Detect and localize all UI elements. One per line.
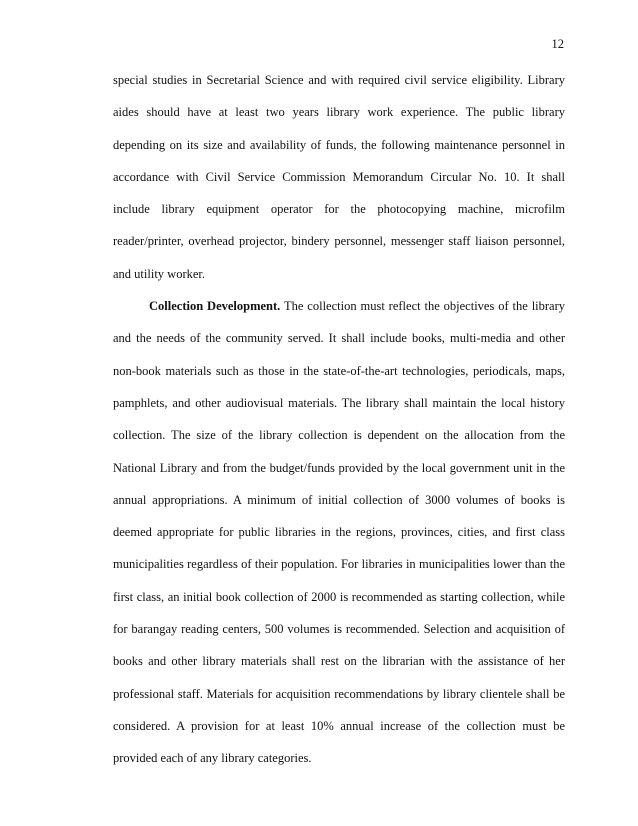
text-line: first class, an initial book collection of 2000 is recommended as starting collection, while	[113, 589, 565, 604]
text-line: professional staff. Materials for acquisition recommendations by library clientele shall be	[113, 686, 565, 701]
text-line: aides should have at least two years library work experience. The public library	[113, 105, 565, 120]
text-line: deemed appropriate for public libraries in the regions, provinces, cities, and first class	[113, 525, 565, 540]
text-line: reader/printer, overhead projector, bindery personnel, messenger staff liaison personnel,	[113, 234, 565, 249]
text-line: considered. A provision for at least 10% annual increase of the collection must be	[113, 718, 565, 733]
body-text	[113, 72, 565, 783]
text-line: for barangay reading centers, 500 volumes is recommended. Selection and acquisition of	[113, 622, 565, 637]
text-line: collection. The size of the library collection is dependent on the allocation from the	[113, 428, 565, 443]
text-line: and utility worker.	[113, 266, 205, 281]
text-line: include library equipment operator for the photocopying machine, microfilm	[113, 202, 565, 217]
text-line: annual appropriations. A minimum of initial collection of 3000 volumes of books is	[113, 492, 565, 507]
text-line: non-book materials such as those in the state-of-the-art technologies, periodicals, maps,	[113, 363, 565, 378]
text-line: municipalities regardless of their population. For libraries in municipalities lower than the	[113, 557, 565, 572]
text-line: special studies in Secretarial Science and with required civil service eligibility. Library	[113, 73, 565, 87]
page-number: 12	[551, 37, 564, 51]
text-line: accordance with Civil Service Commission Memorandum Circular No. 10. It shall	[113, 169, 565, 184]
paragraph-first-line	[113, 298, 565, 330]
text-line: and the needs of the community served. It shall include books, multi-media and other	[113, 331, 565, 346]
text-line: pamphlets, and other audiovisual materials. The library shall maintain the local history	[113, 395, 565, 410]
text-run: The collection must reflect the objectives of the library	[280, 299, 566, 314]
text-line: books and other library materials shall rest on the librarian with the assistance of her	[113, 654, 565, 669]
text-line: provided each of any library categories.	[113, 751, 312, 766]
section-heading: Collection Development.	[149, 299, 281, 314]
text-line: National Library and from the budget/funds provided by the local government unit in the	[113, 460, 565, 475]
text-line: depending on its size and availability of funds, the following maintenance personnel in	[113, 137, 565, 152]
